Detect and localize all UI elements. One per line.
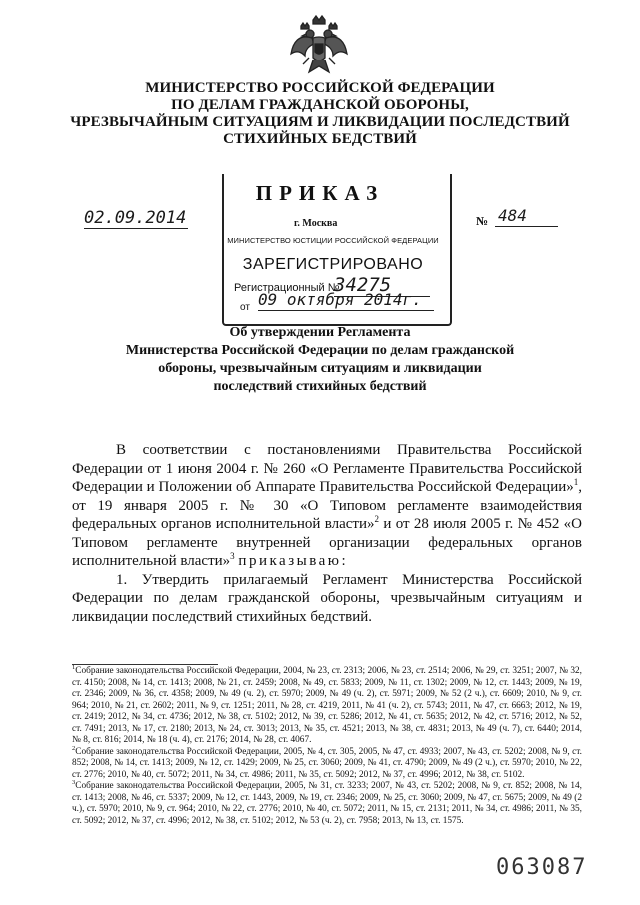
footnote-ref: 1 xyxy=(573,477,579,487)
preamble-paragraph xyxy=(72,441,582,571)
ministry-line: СТИХИЙНЫХ БЕДСТВИЙ xyxy=(223,131,417,147)
footnote-mark: 2 xyxy=(72,744,76,752)
footnote-mark: 1 xyxy=(72,663,76,671)
coat-of-arms-icon xyxy=(289,14,349,76)
ministry-line: ПО ДЕЛАМ ГРАЖДАНСКОЙ ОБОРОНЫ, xyxy=(171,97,469,113)
footnote-mark: 3 xyxy=(72,778,76,786)
footnote-separator xyxy=(72,664,218,665)
stamp-department: МИНИСТЕРСТВО ЮСТИЦИИ РОССИЙСКОЙ ФЕДЕРАЦИИ xyxy=(227,236,439,245)
stamp-from-label: от xyxy=(240,302,250,313)
footnote xyxy=(72,744,582,782)
order-city: г. Москва xyxy=(294,218,338,229)
subject-line: Министерства Российской Федерации по делам гражданской xyxy=(125,343,515,358)
stamp-reg-number-label: Регистрационный № xyxy=(234,282,340,294)
preamble-text: , от 19 января 2005 г. № 30 «О Типовом регламенте взаимодействия федеральных органов исполнительной власти» xyxy=(72,479,582,532)
footnote-text: Собрание законодательства Российской Федерации, 2005, № 4, ст. 305, 2005, № 47, ст. 4933; 2007, № 43, ст. 5202; 2008, № 9, ст. 852; 2008, № 14, ст. 1413; 2009, № 12, ст. 1429; 2009, № 25, ст. 3060; 2009, № 41, ст. 4790; 2009, № 49 (2 ч.), ст. 5970; 2010, № 22, ст. 2776; 2010, № 40, ст. 5072; 2011, № 34, ст. 4986; 2011, № 35, ст. 5092; 2012, № 37, ст. 4996; 2012, № 38, ст. 5102. xyxy=(72,746,582,780)
footnote-text: Собрание законодательства Российской Федерации, 2004, № 23, ст. 2313; 2006, № 23, ст. 2514; 2006, № 29, ст. 3251; 2007, № 32, ст. 4150; 2008, № 14, ст. 1413; 2008, № 21, ст. 2459; 2008, № 49, ст. 5833; 2009, № 11, ст. 1302; 2009, № 12, ст. 1443; 2009, № 19, ст. 2346; 2009, № 36, ст. 4358; 2009, № 49 (ч. 2), ст. 5970; 2009, № 49 (ч. 2), ст. 5971; 2009, № 52 (2 ч.), ст. 6609; 2010, № 9, ст. 964; 2010, № 21, ст. 2602; 2011, № 9, ст. 1251; 2011, № 28, ст. 4219, 2011, № 41 (ч. 2), ст. 5743; 2011, № 47, ст. 6663; 2012, № 19, ст. 2419; 2012, № 34, ст. 4736; 2012, № 38, ст. 5102; 2012, № 39, ст. 5286; 2012, № 41, ст. 5635; 2012, № 42, ст. 5716; 2012, № 52, ст. 7491; 2013, № 17, ст. 2180; 2013, № 24, ст. 3013; 2013, № 35, ст. 4521; 2013, № 38, ст. 4831; 2013, № 49 (ч. 7), ст. 6440; 2014, № 8, ст. 816; 2014, № 18 (ч. 4), ст. 2176; 2014, № 28, ст. 4067. xyxy=(72,666,582,745)
order-body xyxy=(72,441,582,626)
sheet-serial-number: 063087 xyxy=(496,855,588,880)
stamp-reg-date: 09 октября 2014г. xyxy=(258,290,434,311)
order-number-label: № xyxy=(476,214,489,228)
order-subject xyxy=(90,324,550,396)
ministry-line: ЧРЕЗВЫЧАЙНЫМ СИТУАЦИЯМ И ЛИКВИДАЦИИ ПОСЛЕДСТВИЙ xyxy=(70,114,570,130)
item-1-paragraph: 1. Утвердить прилагаемый Регламент Министерства Российской Федерации по делам гражданской обороны, чрезвычайным ситуациям и ликвидации последствий стихийных бедствий. xyxy=(72,571,582,625)
preamble-text: В соответствии с постановлениями Правительства Российской Федерации от 1 июня 2004 г. № 260 «О Регламенте Правительства Российской Федерации и Положении об Аппарате Правительства Российской Федерации» xyxy=(72,442,582,495)
order-date: 02.09.2014 xyxy=(84,208,187,228)
preamble-text: и от 28 июля 2005 г. № 452 «О Типовом регламенте внутренней организации федеральных органов исполнительной власти» xyxy=(72,516,583,569)
stamp-registered: ЗАРЕГИСТРИРОВАНО xyxy=(242,256,424,273)
ministry-name xyxy=(60,80,580,148)
subject-line: последствий стихийных бедствий xyxy=(213,379,427,394)
footnotes xyxy=(72,663,582,827)
footnote-ref: 3 xyxy=(230,551,235,561)
order-number: 484 xyxy=(495,206,558,227)
stamp-reg-number: 34275 xyxy=(334,274,430,297)
footnote-text: Собрание законодательства Российской Федерации, 2005, № 31, ст. 3233; 2007, № 43, ст. 5202; 2008, № 9, ст. 852; 2008, № 14, ст. 1413; 2008, № 46, ст. 5337; 2009, № 12, ст. 1443, 2009, № 19, ст. 2346; 2009, № 25, ст. 3060; 2009, № 47, ст. 5675; 2009, № 49 (2 ч.), ст. 5970; 2010, № 9, ст. 964; 2010, № 22, ст. 2776; 2010, № 40, ст. 5072; 2011, № 15, ст. 2131; 2011, № 34, ст. 4986; 2011, № 35, ст. 5092; 2012, № 37, ст. 4996; 2012, № 38, ст. 5102; 2012, № 53 (ч. 2), ст. 7958; 2013, № 13, ст. 1575. xyxy=(72,781,582,826)
footnote xyxy=(72,778,582,827)
ministry-line: МИНИСТЕРСТВО РОССИЙСКОЙ ФЕДЕРАЦИИ xyxy=(145,80,495,96)
footnote xyxy=(72,663,582,747)
subject-line: обороны, чрезвычайным ситуациям и ликвидации xyxy=(158,361,482,376)
subject-line: Об утверждении Регламента xyxy=(229,325,411,340)
order-title: ПРИКАЗ xyxy=(255,181,385,205)
order-word: приказываю: xyxy=(238,553,349,569)
footnote-ref: 2 xyxy=(374,514,380,524)
